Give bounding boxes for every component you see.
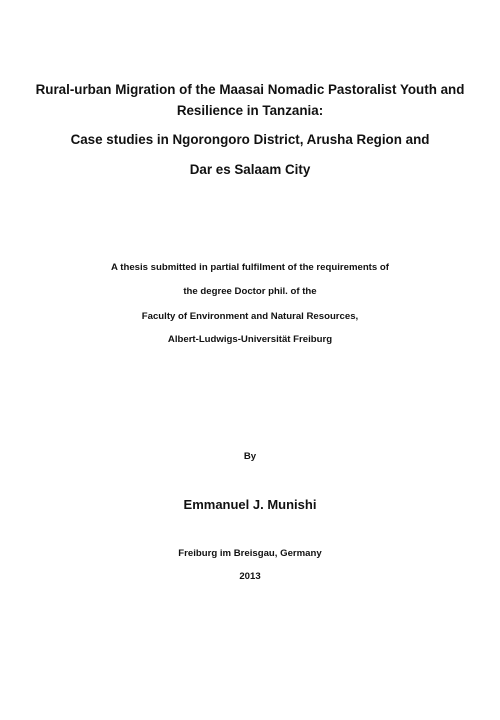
thesis-title-line-1: Rural-urban Migration of the Maasai Nomadic Pastoralist Youth and	[35, 82, 465, 97]
faculty-name: Faculty of Environment and Natural Resources,	[141, 311, 359, 322]
author-name: Emmanuel J. Munishi	[183, 497, 317, 512]
by-label: By	[243, 451, 257, 462]
thesis-statement-line-1: A thesis submitted in partial fulfilment of the requirements of	[111, 262, 389, 273]
thesis-statement-line-2: the degree Doctor phil. of the	[183, 286, 317, 297]
thesis-subtitle-line-2: Dar es Salaam City	[189, 162, 311, 177]
thesis-subtitle-line-1: Case studies in Ngorongoro District, Arusha Region and	[70, 132, 430, 147]
year: 2013	[239, 571, 261, 582]
university-name: Albert-Ludwigs-Universität Freiburg	[167, 334, 333, 345]
thesis-title-line-2: Resilience in Tanzania:	[176, 103, 324, 118]
location: Freiburg im Breisgau, Germany	[178, 548, 322, 559]
